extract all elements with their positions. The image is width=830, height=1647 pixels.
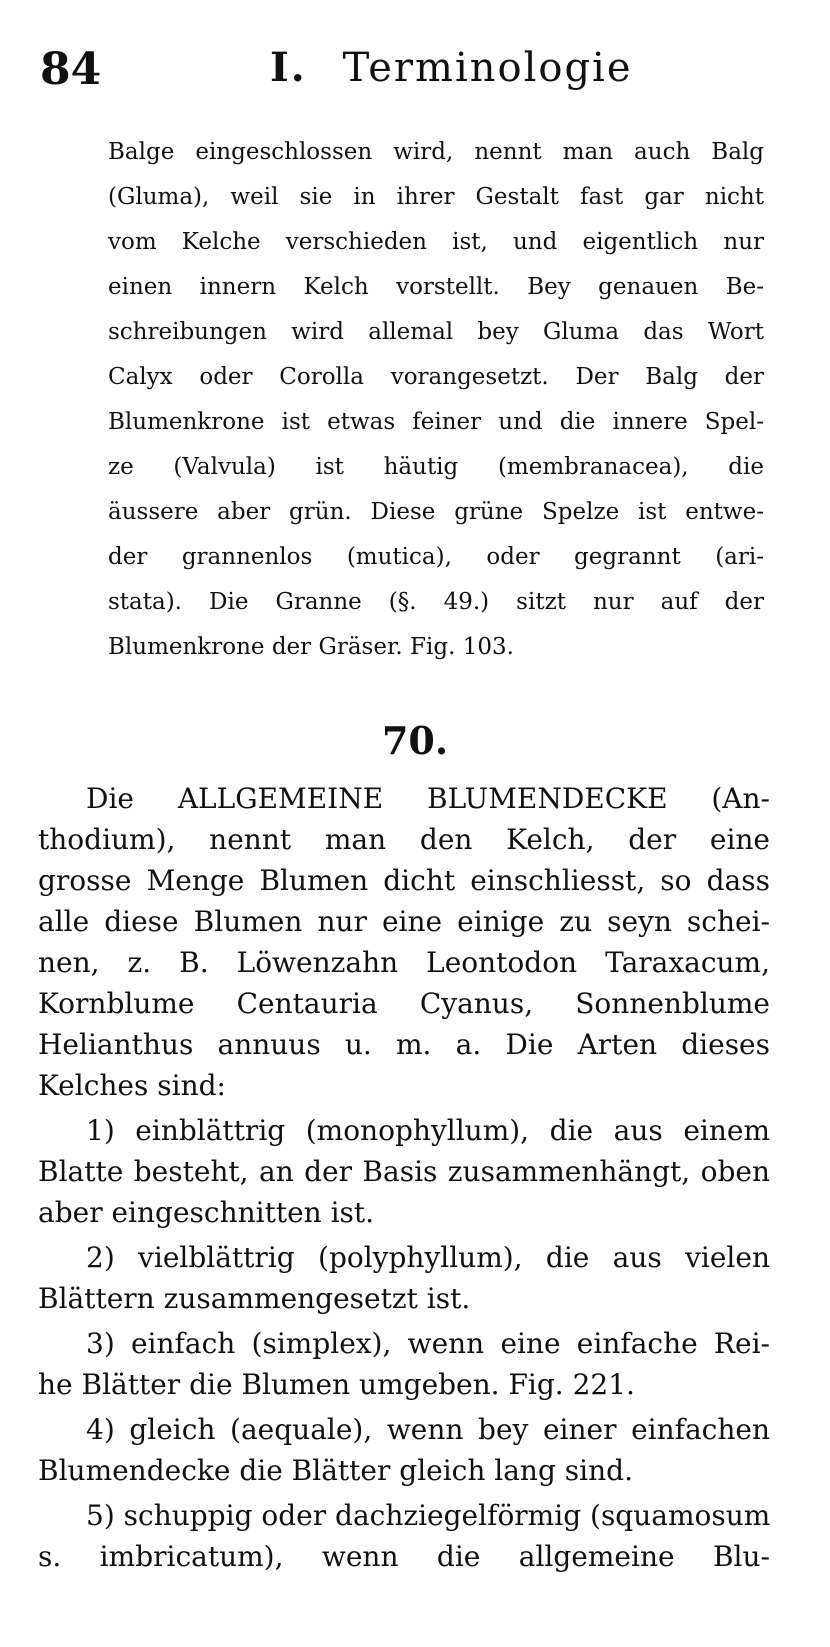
section-number: 70. <box>381 718 449 763</box>
text-line: grosse Menge Blumen dicht einschliesst, so dass <box>38 864 770 897</box>
text-line: Calyx oder Corolla vorangesetzt. Der Balg der <box>108 364 764 390</box>
text-line: Blumendecke die Blätter gleich lang sind. <box>38 1454 633 1487</box>
text-line: Die ALLGEMEINE BLUMENDECKE (An- <box>86 782 770 815</box>
text-line: Kelches sind: <box>38 1069 226 1102</box>
text-line: Blumenkrone ist etwas feiner und die innere Spel- <box>108 409 764 435</box>
text-line: he Blätter die Blumen umgeben. Fig. 221. <box>38 1368 635 1401</box>
list-item: 1) einblättrig (monophyllum), die aus einem <box>86 1114 770 1147</box>
continuation-paragraph <box>108 130 764 670</box>
text-line: aber eingeschnitten ist. <box>38 1196 375 1229</box>
text-line: vom Kelche verschieden ist, und eigentlich nur <box>108 229 764 255</box>
text-line: der grannenlos (mutica), oder gegrannt (ari- <box>108 544 764 570</box>
list-item: 2) vielblättrig (polyphyllum), die aus vielen <box>86 1241 770 1274</box>
text-line: Balge eingeschlossen wird, nennt man auch Balg <box>108 139 764 165</box>
text-line: Helianthus annuus u. m. a. Die Arten dieses <box>38 1028 770 1061</box>
text-line: thodium), nennt man den Kelch, der eine <box>38 823 770 856</box>
chapter-number: I. <box>270 44 307 91</box>
section-body <box>38 778 770 1577</box>
page-number: 84 <box>40 44 102 95</box>
text-line: alle diese Blumen nur eine einige zu seyn schei- <box>38 905 770 938</box>
text-line: einen innern Kelch vorstellt. Bey genauen Be- <box>108 274 764 300</box>
text-line: Blättern zusammengesetzt ist. <box>38 1282 471 1315</box>
text-line: (Gluma), weil sie in ihrer Gestalt fast gar nicht <box>108 184 764 210</box>
text-line: ze (Valvula) ist häutig (membranacea), die <box>108 454 764 480</box>
text-line: Blumenkrone der Gräser. Fig. 103. <box>108 634 514 660</box>
text-line: s. imbricatum), wenn die allgemeine Blu- <box>38 1540 770 1573</box>
text-line: Blatte besteht, an der Basis zusammenhängt, oben <box>38 1155 770 1188</box>
text-line: äussere aber grün. Diese grüne Spelze ist entwe- <box>108 499 764 525</box>
list-item: 4) gleich (aequale), wenn bey einer einfachen <box>86 1413 770 1446</box>
text-line: Kornblume Centauria Cyanus, Sonnenblume <box>38 987 770 1020</box>
chapter-heading <box>270 44 633 91</box>
chapter-title: Terminologie <box>342 45 633 91</box>
list-item: 3) einfach (simplex), wenn eine einfache Rei- <box>86 1327 770 1360</box>
text-line: nen, z. B. Löwenzahn Leontodon Taraxacum, <box>38 946 770 979</box>
running-head <box>40 40 790 100</box>
text-line: stata). Die Granne (§. 49.) sitzt nur auf der <box>108 589 764 615</box>
list-item: 5) schuppig oder dachziegelförmig (squamosum <box>86 1499 771 1532</box>
text-line: schreibungen wird allemal bey Gluma das Wort <box>108 319 764 345</box>
